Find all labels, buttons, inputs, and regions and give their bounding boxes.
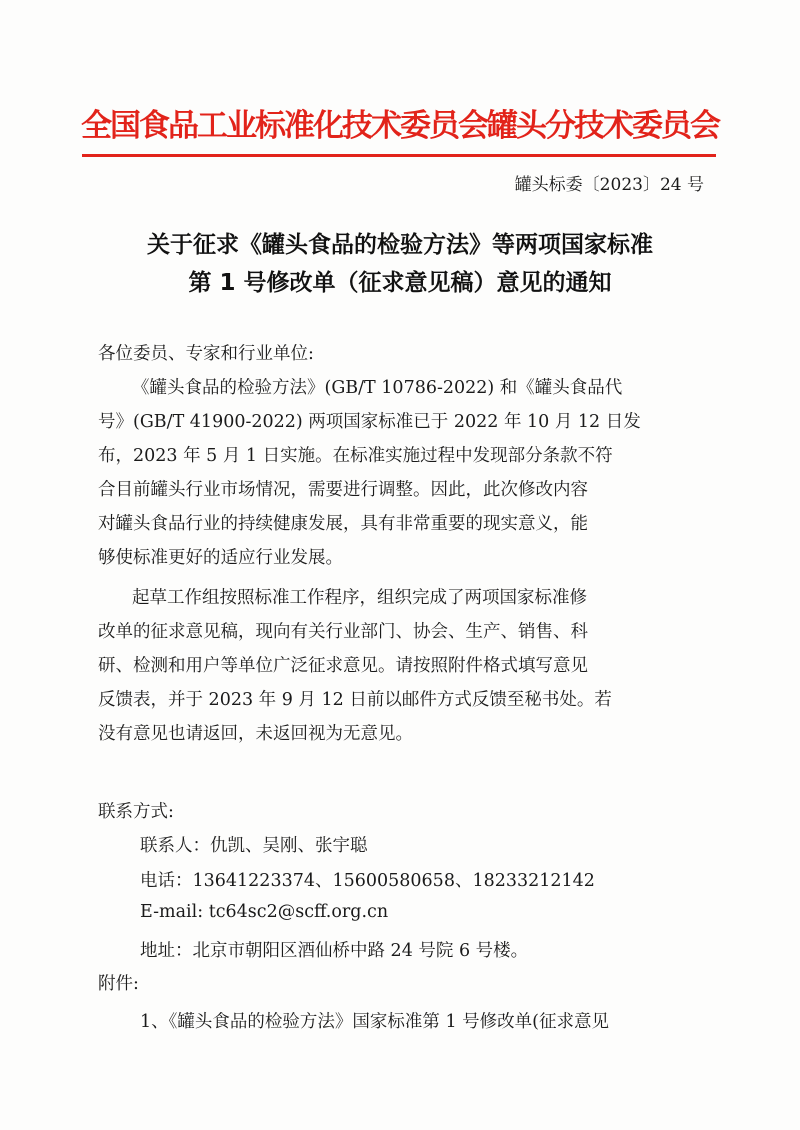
organization-header: 全国食品工业标准化技术委员会罐头分技术委员会 bbox=[81, 108, 719, 144]
red-header-rule bbox=[82, 154, 716, 157]
paragraph1-line: 够使标准更好的适应行业发展。 bbox=[98, 548, 343, 568]
paragraph1-line: 对罐头食品行业的持续健康发展，具有非常重要的现实意义，能 bbox=[98, 514, 588, 534]
paragraph2-line: 研、检测和用户等单位广泛征求意见。请按照附件格式填写意见 bbox=[98, 656, 588, 676]
contact-heading: 联系方式: bbox=[98, 802, 174, 822]
document-number: 罐头标委〔2023〕24 号 bbox=[514, 175, 704, 195]
paragraph1-line: 布，2023 年 5 月 1 日实施。在标准实施过程中发现部分条款不符 bbox=[98, 446, 613, 466]
paragraph1-line: 《罐头食品的检验方法》(GB/T 10786-2022) 和《罐头食品代 bbox=[132, 378, 623, 398]
paragraph1-line: 合目前罐头行业市场情况，需要进行调整。因此，此次修改内容 bbox=[98, 480, 588, 500]
salutation: 各位委员、专家和行业单位: bbox=[98, 344, 314, 364]
paragraph2-line: 改单的征求意见稿，现向有关行业部门、协会、生产、销售、科 bbox=[98, 622, 588, 642]
contact-phone: 电话：13641223374、15600580658、18233212142 bbox=[140, 871, 595, 891]
attachments-heading: 附件: bbox=[98, 974, 139, 994]
paragraph2-line: 起草工作组按照标准工作程序，组织完成了两项国家标准修 bbox=[132, 588, 587, 608]
contact-person: 联系人：仇凯、吴刚、张宇聪 bbox=[140, 836, 368, 856]
document-title-line-2: 第 1 号修改单（征求意见稿）意见的通知 bbox=[188, 270, 612, 296]
paragraph2-line: 没有意见也请返回，未返回视为无意见。 bbox=[98, 724, 413, 744]
contact-address: 地址：北京市朝阳区酒仙桥中路 24 号院 6 号楼。 bbox=[140, 941, 529, 961]
contact-email[interactable]: E-mail: tc64sc2@scff.org.cn bbox=[140, 902, 389, 922]
document-title-line-1: 关于征求《罐头食品的检验方法》等两项国家标准 bbox=[147, 232, 653, 258]
paragraph1-line: 号》(GB/T 41900-2022) 两项国家标准已于 2022 年 10 月 12 日发 bbox=[98, 412, 641, 432]
paragraph2-line: 反馈表，并于 2023 年 9 月 12 日前以邮件方式反馈至秘书处。若 bbox=[98, 690, 612, 710]
attachment-item-1: 1、《罐头食品的检验方法》国家标准第 1 号修改单(征求意见 bbox=[140, 1012, 609, 1032]
